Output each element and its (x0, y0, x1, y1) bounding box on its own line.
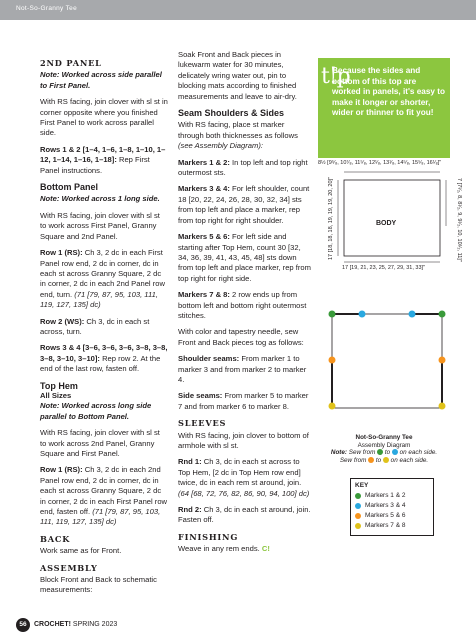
magazine-name: CROCHET! (34, 621, 71, 628)
body-outline (344, 180, 440, 256)
caption-note-text: on each side. (397, 449, 438, 457)
key-item (355, 491, 405, 500)
row-label: Rnd 2: (178, 505, 202, 515)
instruction-row (40, 317, 168, 338)
paragraph-ref: (see Assembly Diagram): (178, 141, 263, 151)
paragraph: Soak Front and Back pieces in lukewarm water for 30 minutes, delicately wring water out, pin to blocking mats according to finished measurements and leave to air-dry. (178, 50, 297, 101)
row-label: Row 1 (RS): (40, 248, 83, 258)
row-text: Rep First Panel instructions. (40, 155, 150, 175)
section-heading: FINISHING (178, 531, 239, 542)
tip-text: Because the sides and bottom of this top are worked in panels, it's easy to make it longer or shorter, wider or thinner to fit you! (332, 66, 445, 118)
caption-note-line-2 (324, 457, 444, 465)
tip-mark: t!p (321, 64, 350, 89)
key-item (355, 521, 405, 530)
bottom-measurement: 17 [19, 21, 23, 25, 27, 29, 31, 33]" (342, 265, 425, 271)
stitch-count: (71 [79, 87, 95, 103, 111, 119, 127, 135] dc) (40, 289, 158, 310)
paragraph: With RS facing, join clover to bottom of armhole with sl st. (178, 430, 309, 450)
end-mark: C! (261, 544, 270, 554)
running-title: Not-So-Granny Tee (16, 5, 77, 12)
key-label: Markers 7 & 8 (365, 522, 406, 529)
section-subheading: All Sizes (40, 390, 72, 400)
row-text: 2 row ends up from bottom left and bottom right outermost stitches. (178, 290, 307, 320)
caption-subtitle: Assembly Diagram (357, 441, 411, 449)
row-text: For left side and starting after Top Hem, count 30 [32, 34, 36, 39, 41, 43, 45, 48] sts down from top left and place marker, rep from top right for right side. (178, 232, 311, 283)
page-number: 56 (16, 618, 30, 632)
row-text: Ch 3, dc in each st across, turn. (40, 316, 150, 336)
paragraph: With RS facing, join clover with sl st to work across First Panel, Granny Square and 2nd Panel. (40, 210, 160, 241)
section-heading: Bottom Panel (40, 182, 99, 193)
instruction-row (178, 505, 312, 526)
key-label: Markers 1 & 2 (365, 492, 406, 499)
instruction-row (178, 290, 312, 321)
marker-7 (329, 403, 336, 410)
text-column-1 (40, 52, 168, 602)
key-item (355, 501, 405, 510)
caption-title: Not-So-Granny Tee (355, 434, 413, 441)
row-text: Ch 3, dc in each st around, join. Fasten off. (178, 505, 311, 525)
row-text: Ch 3, 2 dc in each First Panel row end, 2 dc in corner, dc in each st across Granny Square, 2 dc in corner, 2 dc in each 2nd Panel row end, turn. (40, 248, 165, 299)
running-header-bar (0, 0, 476, 20)
caption-note-label: Note: (330, 449, 347, 457)
instruction-row (40, 465, 168, 527)
row-label: Row 1 (RS): (40, 465, 83, 475)
paragraph: Block Front and Back to schematic measurements: (40, 575, 157, 595)
body-label: BODY (376, 220, 397, 227)
assembly-outline (332, 314, 442, 408)
instruction-row (178, 184, 312, 226)
paragraph (178, 120, 312, 151)
key-item (355, 511, 405, 520)
paragraph: Work same as for Front. (40, 546, 122, 556)
paragraph: With color and tapestry needle, sew Front and Back pieces tog as follows: (178, 327, 304, 347)
marker-3 (359, 311, 366, 318)
key-title: KEY (355, 482, 369, 489)
section-heading: SLEEVES (178, 418, 227, 429)
key-dot (355, 513, 361, 519)
caption-note-line-1 (324, 449, 444, 457)
key-dot (355, 493, 361, 499)
row-text: Ch 3, 2 dc in each 2nd Panel row end, 2 dc in corner, dc in each st across Granny Square, 2 dc in corner, 2 dc in each First Panel row end, fasten off. (40, 465, 168, 517)
instruction-row (178, 232, 312, 284)
marker-1 (329, 311, 336, 318)
instruction-row (178, 457, 312, 499)
top-measurement: 8½ [9⁵⁄₈, 10⁷⁄₈, 11⁵⁄₈, 12¹⁄₈, 13¹⁄₈, 14⁵⁄₈, 15⁵⁄₈, 16¹⁄₈]" (318, 160, 442, 166)
paragraph: With RS facing, join clover with sl st to work across 2nd Panel, Granny Square and First Panel. (40, 428, 160, 458)
stitch-count: (64 [68, 72, 76, 82, 86, 90, 94, 100] dc) (178, 488, 310, 498)
instruction-row (178, 391, 312, 412)
stitch-count: (71 [79, 87, 95, 103, 111, 119, 127, 135] dc) (40, 507, 161, 527)
row-label: Markers 7 & 8: (178, 290, 230, 300)
paragraph: With RS facing, join clover with sl st in corner opposite where you finished First Panel to work across parallel side. (40, 97, 168, 138)
instruction-row (40, 145, 168, 176)
section-heading: BACK (40, 533, 71, 544)
section-heading: Seam Shoulders & Sides (178, 108, 285, 119)
key-dot (355, 523, 361, 529)
key-label: Markers 3 & 4 (365, 502, 406, 509)
paragraph-text: Weave in any rem ends. (178, 544, 260, 554)
key-label: Markers 5 & 6 (365, 512, 406, 519)
instruction-row (40, 248, 168, 310)
caption-note-text: to (383, 449, 392, 457)
paragraph (178, 544, 312, 554)
row-label: Rnd 1: (178, 457, 202, 467)
paragraph-text: With RS facing, place st marker through both thicknesses as follows (178, 120, 298, 140)
section-note: Note: Worked across 1 long side. (40, 194, 160, 204)
row-label: Markers 3 & 4: (178, 184, 230, 194)
key-dot (355, 503, 361, 509)
schematic-drawing (318, 164, 468, 444)
caption-note-text: to (374, 456, 383, 464)
marker-2 (439, 311, 446, 318)
row-label: Side seams: (178, 391, 223, 401)
section-heading: Top Hem (40, 380, 78, 391)
row-label: Markers 5 & 6: (178, 232, 230, 242)
row-label: Row 2 (WS): (40, 316, 85, 326)
right-measurement: 7 [7¹⁄₂, 8, 8¹⁄₂, 9, 9¹⁄₂, 10, 10¹⁄₂, 11]" (456, 178, 462, 262)
row-text: From marker 5 to marker 7 and from marker 6 to marker 8. (178, 391, 309, 411)
footer-issue (34, 621, 117, 628)
marker-key (350, 478, 434, 536)
row-label: Rows 3 & 4 [3–6, 3–6, 3–6, 3–8, 3–8, 3–8, 3–10, 3–10]: (40, 343, 168, 363)
marker-6 (439, 357, 446, 364)
caption-note-text: on each side. (388, 456, 429, 464)
marker-4 (409, 311, 416, 318)
left-measurement: 17 [18, 18, 18, 19, 19, 19, 20, 20]" (328, 177, 334, 260)
row-label: Shoulder seams: (178, 354, 240, 364)
row-label: Markers 1 & 2: (178, 157, 230, 167)
issue-date: SPRING 2023 (70, 621, 118, 628)
text-column-2 (178, 50, 312, 561)
marker-5 (329, 357, 336, 364)
caption-note-text: Sew from (347, 449, 378, 457)
section-note: Note: Worked across long side parallel to Bottom Panel. (40, 401, 152, 421)
row-label: Rows 1 & 2 [1–4, 1–6, 1–8, 1–10, 1–12, 1–14, 1–16, 1–18]: (40, 144, 166, 165)
row-text: Ch 3, dc in each st across to Top Hem, [2 dc in Top Hem row end] twice, dc in each rem st around, join. (178, 457, 302, 488)
caption-note-text: Sew from (339, 456, 369, 464)
section-heading: 2ND PANEL (40, 58, 102, 68)
instruction-row (178, 354, 312, 385)
instruction-row (178, 158, 312, 179)
instruction-row (40, 343, 168, 374)
row-text: From marker 1 to marker 3 and from marker 2 to marker 4. (178, 354, 307, 384)
row-text: Rep row 2. At the end of the last row, fasten off. (40, 353, 161, 374)
section-note: Note: Worked across side parallel to First Panel. (40, 70, 162, 90)
section-heading: ASSEMBLY (40, 562, 98, 573)
marker-8 (439, 403, 446, 410)
row-text: For left shoulder, count 18 [20, 22, 24, 26, 28, 30, 32, 34] sts from top left and place a marker, rep from top right for right shoulder. (178, 184, 310, 225)
row-text: In top left and top right outermost sts. (178, 157, 308, 178)
tip-box (318, 58, 450, 158)
assembly-caption (324, 434, 444, 464)
